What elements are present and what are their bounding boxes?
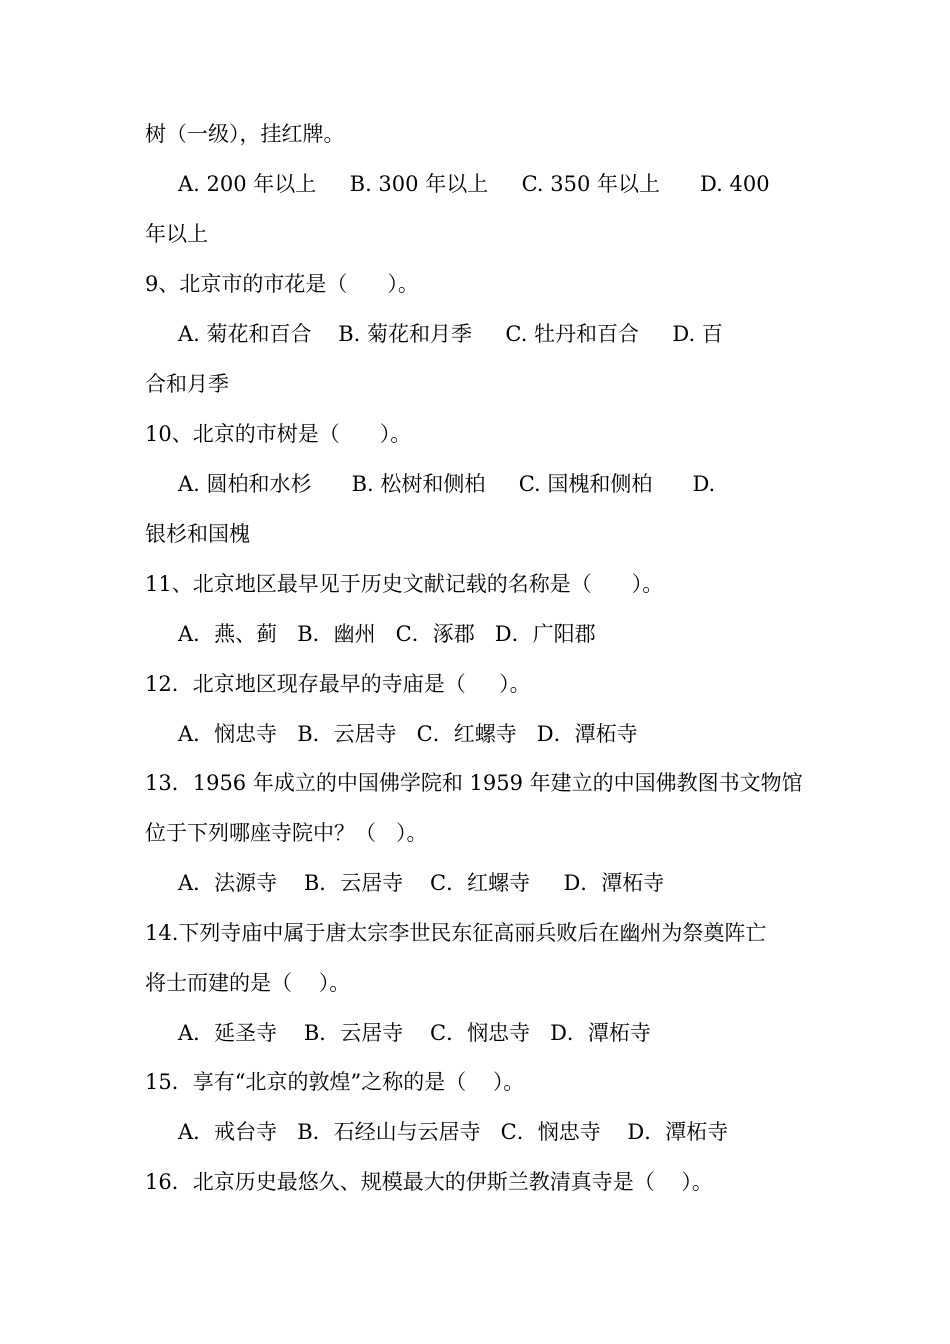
question-10: 10、北京的市树是（ ）。: [145, 422, 412, 446]
option-line: A．悯忠寺 B．云居寺 C．红螺寺 D．潭柘寺: [178, 722, 638, 746]
option-line: A．法源寺 B．云居寺 C．红螺寺 D．潭柘寺: [178, 871, 665, 895]
question-14: 14.下列寺庙中属于唐太宗李世民东征高丽兵败后在幽州为祭奠阵亡: [145, 921, 767, 945]
question-13: 13．1956 年成立的中国佛学院和 1959 年建立的中国佛教图书文物馆: [145, 771, 803, 795]
text-line: 位于下列哪座寺院中？（ ）。: [145, 821, 428, 845]
question-12: 12．北京地区现存最早的寺庙是（ ）。: [145, 672, 531, 696]
text-line: 合和月季: [145, 372, 229, 396]
text-line: 将士而建的是（ ）。: [145, 971, 351, 995]
text-line: 银杉和国槐: [145, 522, 250, 546]
question-16: 16．北京历史最悠久、规模最大的伊斯兰教清真寺是（ ）。: [145, 1170, 713, 1194]
text-line: 树（一级），挂红牌。: [145, 122, 345, 146]
option-line: A. 圆柏和水杉 B. 松树和侧柏 C. 国槐和侧柏 D.: [178, 472, 716, 496]
option-line: A. 菊花和百合 B. 菊花和月季 C. 牡丹和百合 D. 百: [178, 322, 723, 346]
option-line: A．戒台寺 B．石经山与云居寺 C．悯忠寺 D．潭柘寺: [178, 1120, 729, 1144]
question-9: 9、北京市的市花是（ ）。: [145, 272, 419, 296]
option-line: A. 200 年以上 B. 300 年以上 C. 350 年以上 D. 400: [178, 172, 770, 196]
option-line: A．燕、蓟 B．幽州 C．涿郡 D．广阳郡: [178, 622, 596, 646]
question-11: 11、北京地区最早见于历史文献记载的名称是（ ）。: [145, 572, 664, 596]
option-line: A．延圣寺 B．云居寺 C．悯忠寺 D．潭柘寺: [178, 1021, 651, 1045]
text-line: 年以上: [145, 222, 208, 246]
question-15: 15．享有“北京的敦煌”之称的是（ ）。: [145, 1070, 525, 1094]
